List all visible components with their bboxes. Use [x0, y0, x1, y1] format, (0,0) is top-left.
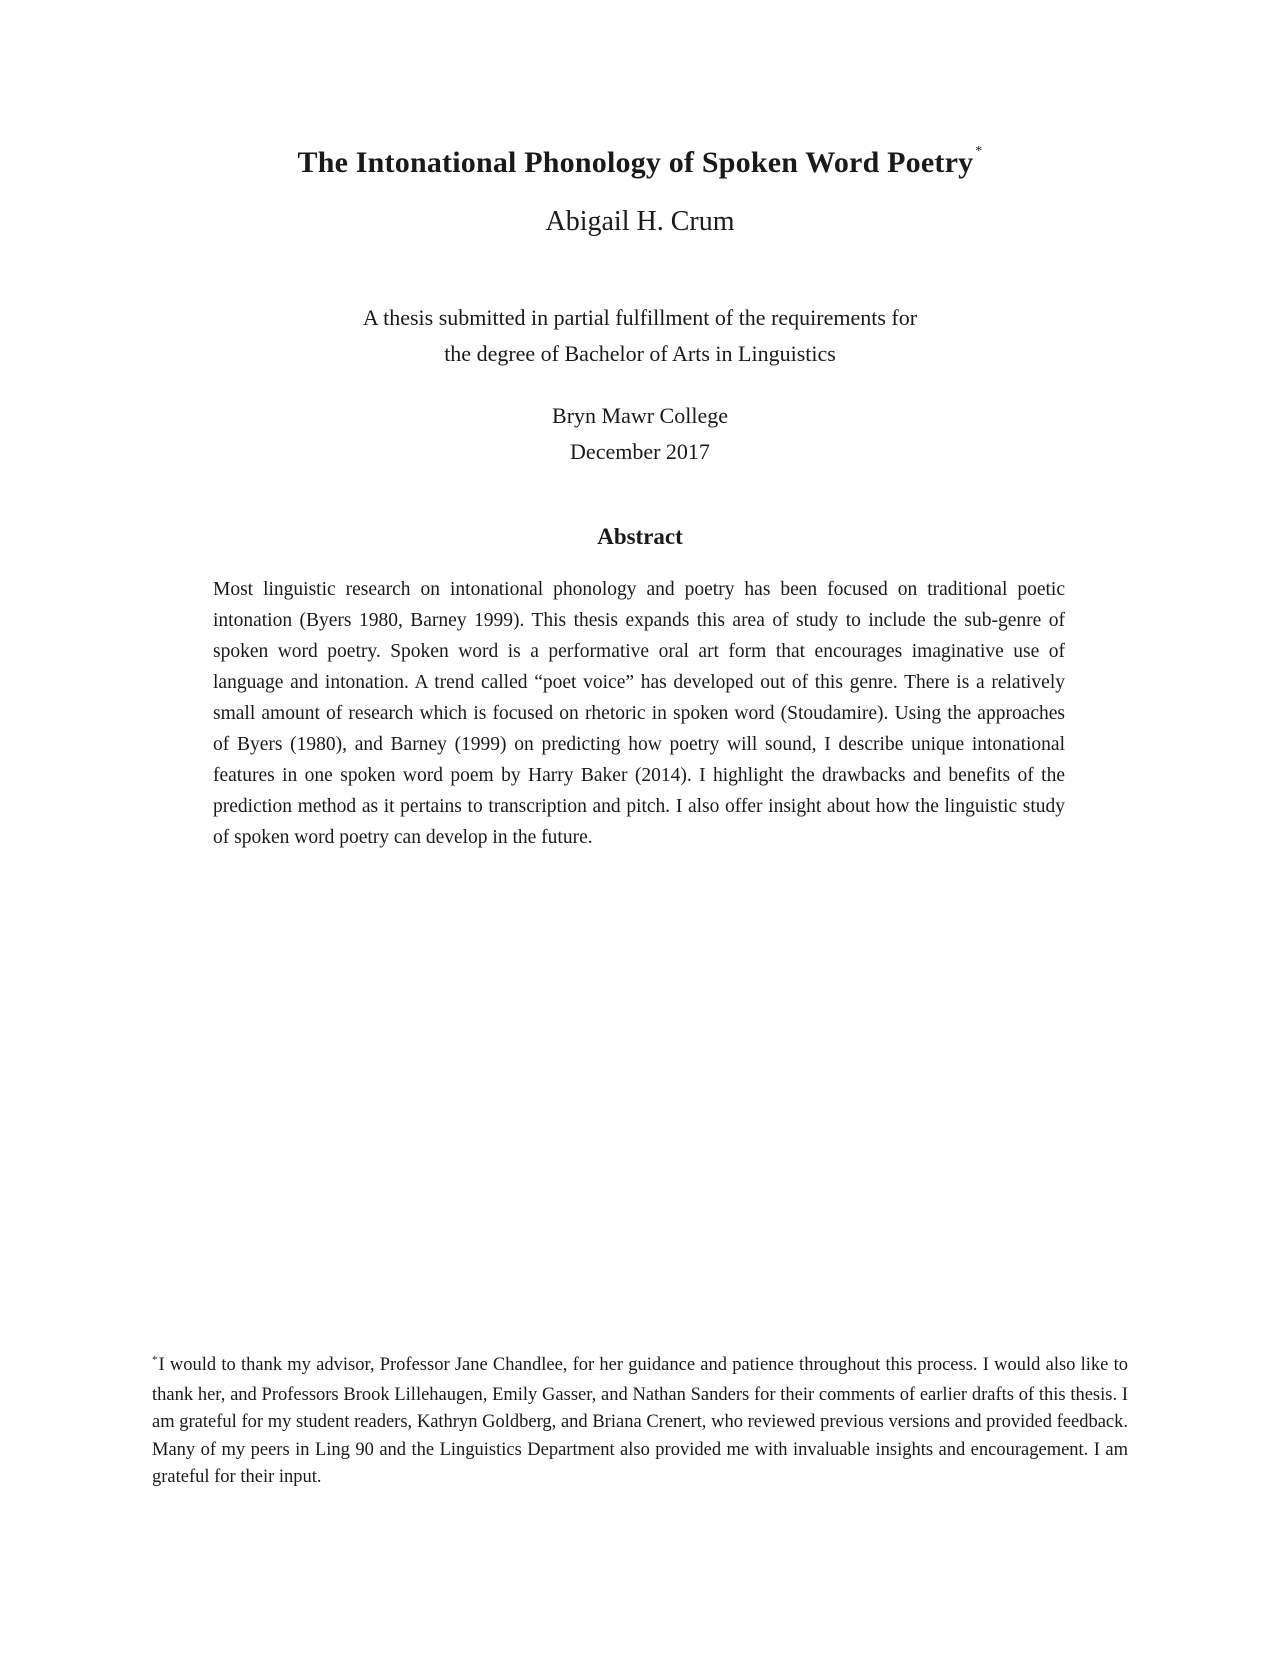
submission-statement: [0, 300, 1280, 372]
institution-block: [0, 398, 1280, 470]
title-footnote-marker[interactable]: *: [975, 144, 983, 159]
title-text: The Intonational Phonology of Spoken Word Poetry: [297, 146, 974, 179]
abstract-heading: Abstract: [597, 524, 683, 549]
submission-line-1: A thesis submitted in partial fulfillment of the requirements for: [362, 305, 918, 330]
institution-name: Bryn Mawr College: [552, 403, 728, 428]
author-name: Abigail H. Crum: [545, 206, 735, 237]
footnote-text: I would to thank my advisor, Professor Jane Chandlee, for her guidance and patience throughout this process. I would also like to thank her, and Professors Brook Lillehaugen, Emily Gasser, and Nathan Sanders for their comments of earlier drafts of this thesis. I am grateful for my student readers, Kathryn Goldberg, and Briana Crenert, who reviewed previous versions and provided feedback. Many of my peers in Ling 90 and the Linguistics Department also provided me with invaluable insights and encouragement. I am grateful for their input.: [152, 1355, 1128, 1487]
page-title: [0, 146, 1280, 180]
submission-date: December 2017: [570, 439, 710, 464]
abstract-body: Most linguistic research on intonational phonology and poetry has been focused on traditional poetic intonation (Byers 1980, Barney 1999). This thesis expands this area of study to include the sub-genre of spoken word poetry. Spoken word is a performative oral art form that encourages imaginative use of language and intonation. A trend called “poet voice” has developed out of this genre. There is a relatively small amount of research which is focused on rhetoric in spoken word (Stoudamire). Using the approaches of Byers (1980), and Barney (1999) on predicting how poetry will sound, I describe unique intonational features in one spoken word poem by Harry Baker (2014). I highlight the drawbacks and benefits of the prediction method as it pertains to transcription and pitch. I also offer insight about how the linguistic study of spoken word poetry can develop in the future.: [213, 579, 1065, 848]
acknowledgement-footnote: [152, 1352, 1128, 1492]
footnote-marker: *: [152, 1354, 158, 1366]
submission-line-2: the degree of Bachelor of Arts in Linguistics: [444, 341, 836, 366]
